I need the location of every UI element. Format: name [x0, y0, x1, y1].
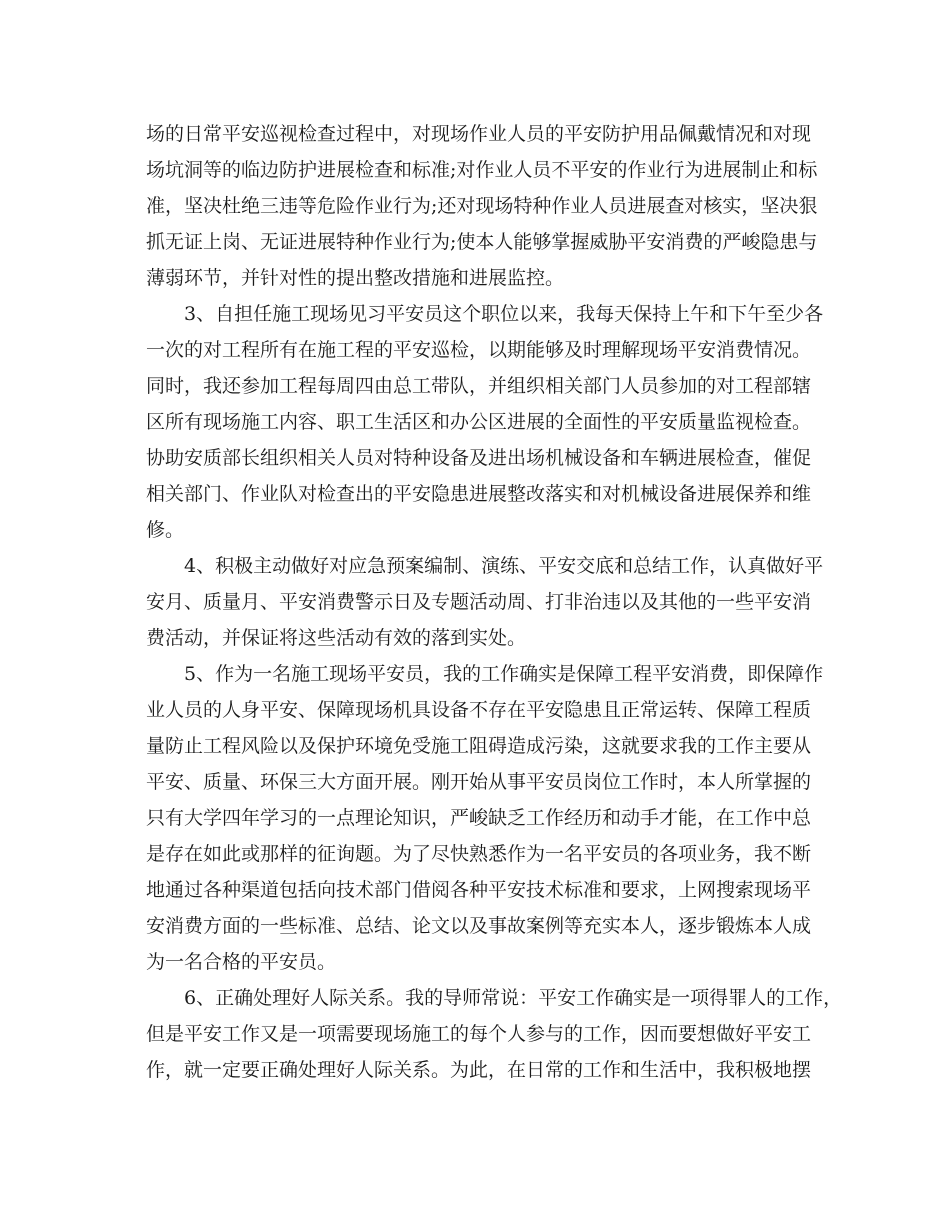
- text-line: 5、作为一名施工现场平安员，我的工作确实是保障工程平安消费，即保障作: [184, 663, 824, 685]
- text-line: 安消费方面的一些标准、总结、论文以及事故案例等充实本人，逐步锻炼本人成: [146, 915, 812, 937]
- text-line: 场坑洞等的临边防护进展检查和标准;对作业人员不平安的作业行为进展制止和标: [146, 159, 818, 181]
- paragraph-6: [146, 980, 843, 1088]
- text-line: 协助安质部长组织相关人员对特种设备及进出场机械设备和车辆进展检查，催促: [146, 447, 812, 469]
- paragraph-3: [146, 296, 824, 548]
- text-line: 为一名合格的平安员。: [146, 951, 337, 973]
- text-line: 只有大学四年学习的一点理论知识，严峻缺乏工作经历和动手才能，在工作中总: [146, 807, 812, 829]
- text-line: 平安、质量、环保三大方面开展。刚开始从事平安员岗位工作时，本人所掌握的: [146, 771, 812, 793]
- body-text: [146, 116, 843, 1088]
- paragraph-4: [146, 548, 824, 656]
- text-line: 准，坚决杜绝三违等危险作业行为;还对现场特种作业人员进展查对核实，坚决狠: [146, 195, 818, 217]
- text-line: 薄弱环节，并针对性的提出整改措施和进展监控。: [146, 267, 565, 289]
- text-line: 修。: [146, 519, 185, 541]
- text-line: 量防止工程风险以及保护环境免受施工阻碍造成污染，这就要求我的工作主要从: [146, 735, 812, 757]
- paragraph-5: [146, 656, 824, 980]
- text-line: 是存在如此或那样的征询题。为了尽快熟悉作为一名平安员的各项业务，我不断: [146, 843, 812, 865]
- text-line: 业人员的人身平安、保障现场机具设备不存在平安隐患且正常运转、保障工程质: [146, 699, 812, 721]
- text-line: 场的日常平安巡视检查过程中，对现场作业人员的平安防护用品佩戴情况和对现: [146, 123, 812, 145]
- text-line: 但是平安工作又是一项需要现场施工的每个人参与的工作，因而要想做好平安工: [146, 1023, 812, 1045]
- text-line: 抓无证上岗、无证进展特种作业行为;使本人能够掌握威胁平安消费的严峻隐患与: [146, 231, 818, 253]
- text-line: 相关部门、作业队对检查出的平安隐患进展整改落实和对机械设备进展保养和维: [146, 483, 812, 505]
- text-line: 4、积极主动做好对应急预案编制、演练、平安交底和总结工作，认真做好平: [184, 555, 824, 577]
- text-line: 地通过各种渠道包括向技术部门借阅各种平安技术标准和要求，上网搜索现场平: [146, 879, 812, 901]
- text-line: 6、正确处理好人际关系。我的导师常说：平安工作确实是一项得罪人的工作，: [184, 987, 843, 1009]
- paragraph-2-continued: [146, 116, 818, 296]
- text-line: 费活动，并保证将这些活动有效的落到实处。: [146, 627, 527, 649]
- text-line: 安月、质量月、平安消费警示日及专题活动周、打非治违以及其他的一些平安消: [146, 591, 812, 613]
- text-line: 3、自担任施工现场见习平安员这个职位以来，我每天保持上午和下午至少各: [184, 303, 824, 325]
- text-line: 区所有现场施工内容、职工生活区和办公区进展的全面性的平安质量监视检查。: [146, 411, 812, 433]
- text-line: 作，就一定要正确处理好人际关系。为此，在日常的工作和生活中，我积极地摆: [146, 1059, 812, 1081]
- text-line: 一次的对工程所有在施工程的平安巡检，以期能够及时理解现场平安消费情况。: [146, 339, 812, 361]
- text-line: 同时，我还参加工程每周四由总工带队，并组织相关部门人员参加的对工程部辖: [146, 375, 812, 397]
